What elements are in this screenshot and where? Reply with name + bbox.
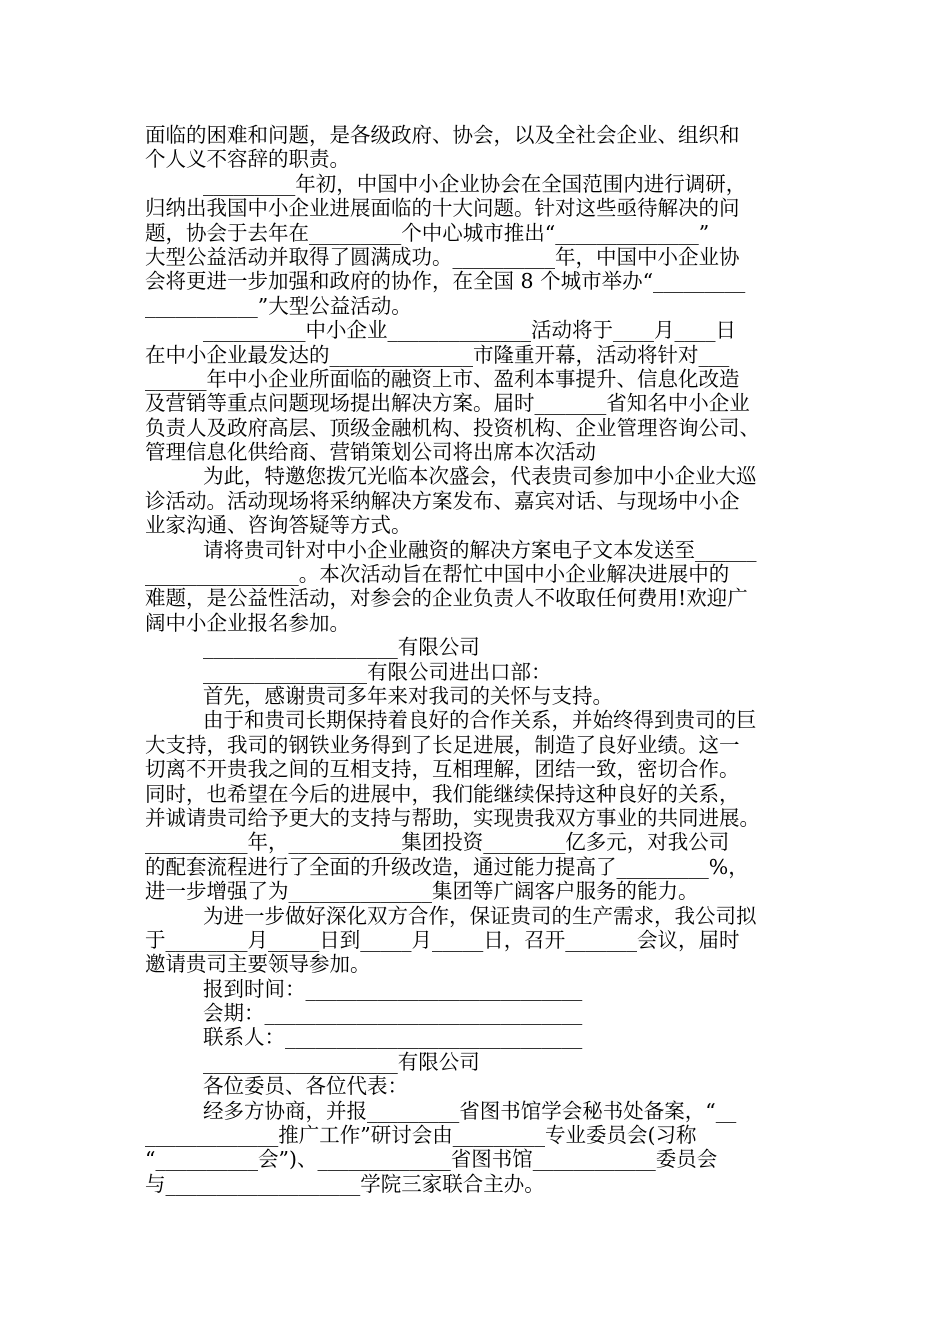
text-line: 大型公益活动并取得了圆满成功。__________年，中国中小企业协 xyxy=(145,244,740,269)
text-line: 会期：_______________________________ xyxy=(203,1001,583,1026)
text-line: 业家沟通、咨询答疑等方式。 xyxy=(145,513,412,538)
text-line: 负责人及政府高层、顶级金融机构、投资机构、企业管理咨询公司、 xyxy=(145,415,760,440)
text-line: 的配套流程进行了全面的升级改造，通过能力提高了_________%， xyxy=(145,854,749,879)
text-line: 进一步增强了为______________集团等广阔客户服务的能力。 xyxy=(145,879,699,904)
text-line: 会将更进一步加强和政府的协作，在全国 8 个城市举办“_________ xyxy=(145,269,746,294)
text-line: 诊活动。活动现场将采纳解决方案发布、嘉宾对话、与现场中小企 xyxy=(145,488,740,513)
text-line: 与___________________学院三家联合主办。 xyxy=(145,1171,545,1196)
text-line: 题，协会于去年在_________个中心城市推出“______________” xyxy=(145,220,710,245)
text-line: 邀请贵司主要领导参加。 xyxy=(145,952,371,977)
text-line: 面临的困难和问题，是各级政府、协会，以及全社会企业、组织和 xyxy=(145,123,740,147)
text-line: 及营销等重点问题现场提出解决方案。届时_______省知名中小企业 xyxy=(145,391,750,416)
text-line: 在中小企业最发达的______________市隆重开幕，活动将针对___ xyxy=(145,342,730,367)
text-line: _______________。本次活动旨在帮忙中国中小企业解决进展中的 xyxy=(145,562,730,587)
text-line: 阔中小企业报名参加。 xyxy=(145,610,350,635)
text-line: 经多方协商，并报_________省图书馆学会秘书处备案，“__ xyxy=(203,1098,737,1123)
text-line: 归纳出我国中小企业进展面临的十大问题。针对这些亟待解决的问 xyxy=(145,196,740,221)
document-body xyxy=(145,123,810,1196)
text-line: _____________推广工作”研讨会由_________专业委员会(习称 xyxy=(145,1123,697,1148)
text-line: ______年中小企业所面临的融资上市、盈利本事提升、信息化改造 xyxy=(145,366,740,391)
text-line: ___________”大型公益活动。 xyxy=(145,293,412,318)
text-line: 为此，特邀您拨冗光临本次盛会，代表贵司参加中小企业大巡 xyxy=(203,464,757,489)
text-line: 个人义不容辞的职责。 xyxy=(145,147,350,172)
text-line: __________年，___________集团投资________亿多元，对我公司 xyxy=(145,830,730,855)
text-line: 难题，是公益性活动，对参会的企业负责人不收取任何费用!欢迎广 xyxy=(145,586,748,611)
text-line: 并诚请贵司给予更大的支持与帮助，实现贵我双方事业的共同进展。 xyxy=(145,805,760,830)
text-line: “__________会”)、_____________省图书馆____________委员会 xyxy=(145,1147,718,1172)
text-line: 切离不开贵我之间的互相支持，互相理解，团结一致，密切合作。 xyxy=(145,757,740,782)
text-line: 大支持，我司的钢铁业务得到了长足进展，制造了良好业绩。这一 xyxy=(145,732,740,757)
text-line: 各位委员、各位代表： xyxy=(203,1074,408,1099)
text-line: __________中小企业______________活动将于____月____日 xyxy=(203,318,736,343)
text-line: _________年初，中国中小企业协会在全国范围内进行调研， xyxy=(203,171,747,196)
text-line: 于________月_____日到_____月_____日，召开_______会议，届时 xyxy=(145,927,740,952)
text-line: 首先，感谢贵司多年来对我司的关怀与支持。 xyxy=(203,683,613,708)
text-line: 为进一步做好深化双方合作，保证贵司的生产需求，我公司拟 xyxy=(203,903,757,928)
text-line: 请将贵司针对中小企业融资的解决方案电子文本发送至______ xyxy=(203,537,757,562)
text-line: ________________有限公司进出口部： xyxy=(203,659,552,684)
text-line: 管理信息化供给商、营销策划公司将出席本次活动 xyxy=(145,440,596,465)
text-line: ___________________有限公司 xyxy=(203,1049,480,1074)
text-line: ___________________有限公司 xyxy=(203,635,480,660)
text-line: 联系人：_____________________________ xyxy=(203,1025,583,1050)
text-line: 报到时间：___________________________ xyxy=(203,976,583,1001)
text-line: 由于和贵司长期保持着良好的合作关系，并始终得到贵司的巨 xyxy=(203,708,757,733)
text-line: 同时，也希望在今后的进展中，我们能继续保持这种良好的关系， xyxy=(145,781,740,806)
